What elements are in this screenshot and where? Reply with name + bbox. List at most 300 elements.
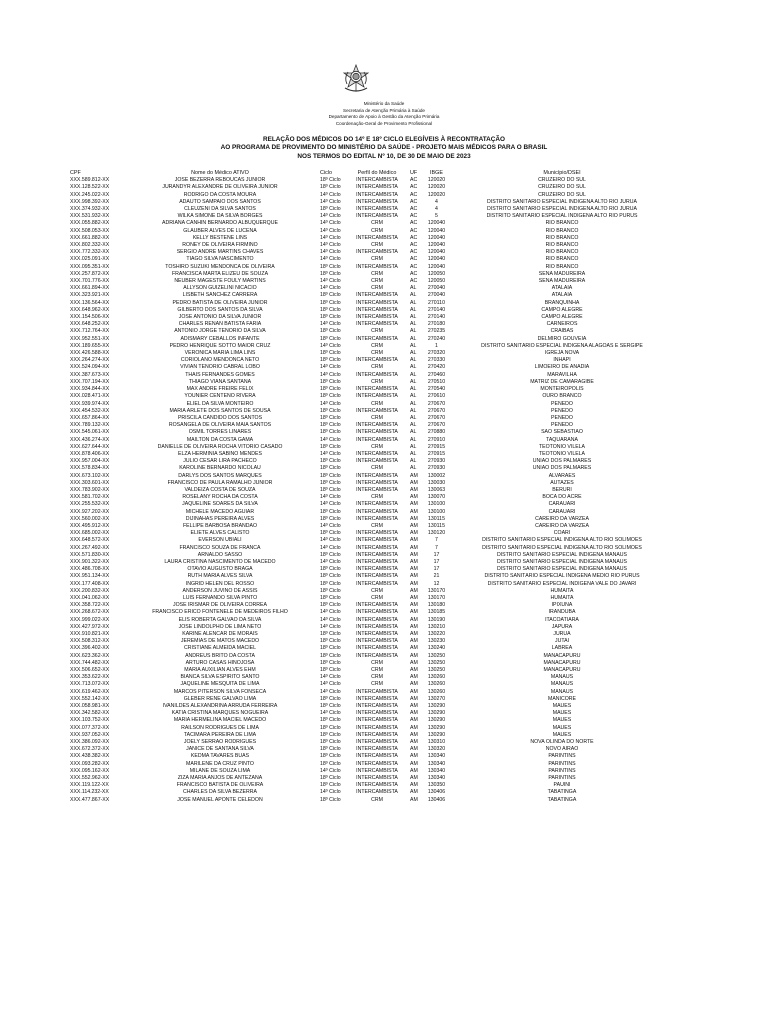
cell-municipality: PENEDO xyxy=(551,414,573,421)
cell-ibge: 130100 xyxy=(427,501,446,508)
cell-uf: AM xyxy=(410,508,418,515)
cell-ibge: 17 xyxy=(433,558,440,565)
cell-ibge: 120040 xyxy=(427,220,446,227)
cell-profile: INTERCAMBISTA xyxy=(356,775,398,782)
cell-municipality: RIO BRANCO xyxy=(545,256,579,263)
table-row xyxy=(0,336,768,343)
cell-cpf: XXX.114.232-XX xyxy=(70,789,109,796)
table-row xyxy=(0,509,768,516)
cell-name: FELLIPE BARBOSA BRANDAO xyxy=(182,522,258,529)
cell-name: EVERSON UBIALI xyxy=(198,537,242,544)
cell-uf: AM xyxy=(410,645,418,652)
cell-profile: INTERCAMBISTA xyxy=(356,508,398,515)
cell-name: VIVIAN TENORIO CABRAL LOBO xyxy=(180,364,260,371)
cell-ibge: 130220 xyxy=(427,631,446,637)
cell-ibge: 130270 xyxy=(427,695,446,702)
cell-municipality: AUTAZES xyxy=(550,479,574,486)
cell-municipality: DISTRITO SANITÁRIO ESPECIAL INDÍGENA ALTO RIO SOLIMOES xyxy=(482,537,642,544)
table-row xyxy=(0,480,768,487)
title-line-3: NOS TERMOS DO EDITAL Nº 10, DE 30 DE MAIO DE 2023 xyxy=(297,152,471,160)
cell-municipality: JURUA xyxy=(553,631,571,637)
cell-cycle: 18º Ciclo xyxy=(320,631,341,637)
cell-municipality: PARINTINS xyxy=(548,767,576,774)
table-row xyxy=(0,177,768,184)
table-row xyxy=(0,487,768,494)
cell-municipality: CAMPO ALEGRE xyxy=(541,314,583,321)
cell-cpf: XXX.783.902-XX xyxy=(70,486,110,493)
cell-name: VALDEIZA COSTA DE SOUZA xyxy=(184,486,256,493)
cell-name: ELIS ROBERTA GALVAO DA SILVA xyxy=(178,616,262,623)
cell-cycle: 18º Ciclo xyxy=(320,486,341,493)
cell-ibge: 5 xyxy=(435,213,438,220)
column-header-uf: UF xyxy=(410,170,418,176)
cell-municipality: HUMAITA xyxy=(550,594,574,601)
cell-cycle: 18º Ciclo xyxy=(320,667,341,674)
cell-cycle: 14º Ciclo xyxy=(320,674,341,681)
table-row xyxy=(0,408,768,415)
cell-municipality: RIO BRANCO xyxy=(545,249,579,256)
table-row xyxy=(0,278,768,285)
cell-cycle: 18º Ciclo xyxy=(320,479,341,486)
cell-cpf: XXX.093.282-XX xyxy=(70,760,110,767)
cell-municipality: MONTEIROPOLIS xyxy=(540,386,584,393)
table-row xyxy=(0,271,768,278)
header-ministry: Ministério da Saúde xyxy=(363,101,405,106)
cell-cpf: XXX.673.102-XX xyxy=(70,472,110,479)
column-header-name: Nome do Médico ATIVO xyxy=(191,170,249,176)
cell-municipality: DISTRITO SANITÁRIO ESPECIAL INDÍGENA ALTO RIO JURUA xyxy=(487,198,637,205)
cell-cpf: XXX.128.522-XX xyxy=(70,184,110,191)
table-row xyxy=(0,501,768,508)
cell-cycle: 14º Ciclo xyxy=(320,371,341,378)
cell-cycle: 18º Ciclo xyxy=(320,652,341,659)
cell-uf: AM xyxy=(410,602,418,609)
cell-name: RONEY DE OLIVEIRA FIRMINO xyxy=(182,242,258,249)
cell-name: OSMIL TORRES LINARES xyxy=(188,429,252,436)
cell-name: ELIETE ALVES CALISTO xyxy=(190,530,250,537)
cell-name: ARTURO CASAS HINOJOSA xyxy=(185,659,255,666)
cell-cycle: 14º Ciclo xyxy=(320,400,341,407)
cell-cycle: 18º Ciclo xyxy=(320,580,341,587)
cell-profile: INTERCAMBISTA xyxy=(356,724,398,731)
cell-cpf: XXX.454.532-XX xyxy=(70,407,110,414)
cell-municipality: IRANDUBA xyxy=(548,609,576,616)
cell-profile: INTERCAMBISTA xyxy=(356,292,398,299)
table-row xyxy=(0,350,768,357)
table-row xyxy=(0,703,768,710)
column-header-ibge: IBGE xyxy=(430,170,443,176)
cell-cycle: 14º Ciclo xyxy=(320,450,341,457)
cell-uf: AC xyxy=(410,242,418,249)
cell-cycle: 14º Ciclo xyxy=(320,256,341,263)
cell-municipality: COARI xyxy=(553,530,571,537)
cell-cpf: XXX.951.134-XX xyxy=(70,573,110,580)
cell-uf: AM xyxy=(410,631,418,637)
cell-cpf: XXX.303.601-XX xyxy=(70,479,110,486)
cell-uf: AM xyxy=(410,753,418,760)
cell-municipality: ITACOATIARA xyxy=(545,616,579,623)
cell-municipality: UNIAO DOS PALMARES xyxy=(532,458,592,465)
cell-cycle: 18º Ciclo xyxy=(320,270,341,277)
cell-cycle: 18º Ciclo xyxy=(320,314,341,321)
cell-uf: AM xyxy=(410,494,418,501)
cell-cpf: XXX.255.532-XX xyxy=(70,501,110,508)
table-row xyxy=(0,300,768,307)
cell-municipality: LIMOEIRO DE ANADIA xyxy=(534,364,590,371)
cell-cycle: 18º Ciclo xyxy=(320,753,341,760)
cell-municipality: IGREJA NOVA xyxy=(544,350,580,357)
cell-profile: CRM xyxy=(371,796,383,803)
cell-name: ROSELANY ROCHA DA COSTA xyxy=(182,494,258,501)
cell-municipality: TABATINGA xyxy=(547,796,577,803)
cell-cycle: 18º Ciclo xyxy=(320,551,341,558)
cell-municipality: SENA MADUREIRA xyxy=(538,278,586,285)
cell-cpf: XXX.552.142-XX xyxy=(70,695,110,702)
cell-name: JAQUELINE SOARES DA SILVA xyxy=(182,501,258,508)
cell-cycle: 18º Ciclo xyxy=(320,515,341,522)
cell-cycle: 18º Ciclo xyxy=(320,357,341,364)
cell-cycle: 14º Ciclo xyxy=(320,278,341,285)
cell-cpf: XXX.495.912-XX xyxy=(70,522,110,529)
cell-cpf: XXX.189.655-XX xyxy=(70,342,110,349)
table-row xyxy=(0,494,768,501)
cell-cpf: XXX.998.392-XX xyxy=(70,198,110,205)
cell-profile: INTERCAMBISTA xyxy=(356,515,398,522)
cell-municipality: PAUINI xyxy=(553,782,571,789)
cell-ibge: 130340 xyxy=(427,753,446,760)
cell-municipality: CAREIRO DA VARZEA xyxy=(535,515,589,522)
cell-cycle: 18º Ciclo xyxy=(320,587,341,594)
cell-municipality: ATALAIA xyxy=(551,285,573,292)
cell-cycle: 14º Ciclo xyxy=(320,537,341,544)
cell-ibge: 270240 xyxy=(427,335,446,342)
cell-cpf: XXX.055.882-XX xyxy=(70,220,110,227)
cell-cpf: XXX.077.372-XX xyxy=(70,724,110,731)
cell-cpf: XXX.358.722-XX xyxy=(70,602,110,609)
cell-ibge: 130002 xyxy=(427,472,446,479)
cell-name: CRISTIANE ALMEIDA MACIEL xyxy=(183,645,257,652)
cell-cycle: 14º Ciclo xyxy=(320,609,341,616)
cell-cycle: 18º Ciclo xyxy=(320,306,341,313)
cell-uf: AM xyxy=(410,710,418,717)
cell-name: JURANDYR ALEXANDRE DE OLIVEIRA JUNIOR xyxy=(162,184,278,191)
cell-uf: AM xyxy=(410,551,418,558)
cell-municipality: SENA MADUREIRA xyxy=(538,270,586,277)
table-row xyxy=(0,537,768,544)
cell-ibge: 130170 xyxy=(427,594,446,601)
table-row xyxy=(0,437,768,444)
cell-ibge: 130340 xyxy=(427,775,446,782)
cell-profile: CRM xyxy=(371,328,383,335)
cell-cycle: 18º Ciclo xyxy=(320,573,341,580)
cell-uf: AM xyxy=(410,486,418,493)
cell-cycle: 18º Ciclo xyxy=(320,407,341,414)
table-row xyxy=(0,660,768,667)
cell-profile: INTERCAMBISTA xyxy=(356,782,398,789)
cell-profile: INTERCAMBISTA xyxy=(356,191,398,198)
cell-cpf: XXX.571.830-XX xyxy=(70,551,110,558)
cell-name: THIAGO VIANA SANTANA xyxy=(188,378,252,385)
cell-ibge: 130290 xyxy=(427,703,446,710)
table-row xyxy=(0,602,768,609)
table-row xyxy=(0,328,768,335)
cell-profile: INTERCAMBISTA xyxy=(356,184,398,191)
cell-municipality: CARAUARI xyxy=(548,501,576,508)
cell-municipality: PENEDO xyxy=(551,422,573,429)
cell-uf: AM xyxy=(410,724,418,731)
table-row xyxy=(0,653,768,660)
cell-profile: INTERCAMBISTA xyxy=(356,717,398,724)
cell-municipality: CAREIRO DA VARZEA xyxy=(535,522,589,529)
title-line-2: AO PROGRAMA DE PROVIMENTO DO MINISTÉRIO DA SAÚDE - PROJETO MAIS MÉDICOS PARA O BRASIL xyxy=(220,144,548,152)
cell-uf: AC xyxy=(410,227,418,234)
cell-uf: AL xyxy=(410,306,417,313)
cell-name: ROSANGELA DE OLIVEIRA MAIA SANTOS xyxy=(168,422,272,429)
cell-name: ARNALDO SASSO xyxy=(197,551,243,558)
cell-profile: INTERCAMBISTA xyxy=(356,739,398,746)
cell-ibge: 270880 xyxy=(427,429,446,436)
cell-uf: AM xyxy=(410,746,418,753)
cell-cpf: XXX.545.061-XX xyxy=(70,429,110,436)
cell-name: FRANCISCO ERICO FONTENELE DE MEDEIROS FILHO xyxy=(152,609,288,616)
cell-uf: AC xyxy=(410,198,418,205)
table-row xyxy=(0,516,768,523)
cell-cpf: XXX.901.322-XX xyxy=(70,558,110,565)
cell-cycle: 18º Ciclo xyxy=(320,263,341,270)
cell-profile: CRM xyxy=(371,443,383,450)
cell-name: JOSE ANTONIO DA SILVA JUNIOR xyxy=(178,314,262,321)
cell-profile: CRM xyxy=(371,342,383,349)
cell-ibge: 270235 xyxy=(427,328,446,335)
cell-name: CLEUZENI DA SILVA SANTOS xyxy=(184,206,256,213)
cell-ibge: 270510 xyxy=(427,378,446,385)
table-row xyxy=(0,638,768,645)
cell-ibge: 130190 xyxy=(427,616,446,623)
cell-profile: CRM xyxy=(371,667,383,674)
cell-cpf: XXX.648.572-XX xyxy=(70,537,110,544)
cell-ibge: 130210 xyxy=(427,623,446,630)
table-row xyxy=(0,343,768,350)
cell-municipality: PARINTINS xyxy=(548,753,576,760)
cell-name: JEREMIAS DE MATOS MACEDO xyxy=(180,638,260,645)
table-row xyxy=(0,393,768,400)
cell-municipality: CARAUARI xyxy=(548,508,576,515)
cell-cycle: 14º Ciclo xyxy=(320,234,341,241)
cell-profile: INTERCAMBISTA xyxy=(356,335,398,342)
cell-profile: INTERCAMBISTA xyxy=(356,638,398,645)
cell-municipality: ATALAIA xyxy=(551,292,573,299)
cell-uf: AL xyxy=(410,371,417,378)
cell-ibge: 130250 xyxy=(427,652,446,659)
cell-uf: AL xyxy=(410,285,417,292)
cell-profile: CRM xyxy=(371,400,383,407)
cell-cpf: XXX.772.332-XX xyxy=(70,249,110,256)
cell-cycle: 18º Ciclo xyxy=(320,724,341,731)
cell-profile: INTERCAMBISTA xyxy=(356,623,398,630)
cell-profile: INTERCAMBISTA xyxy=(356,631,398,637)
cell-ibge: 120040 xyxy=(427,263,446,270)
cell-municipality: MAUES xyxy=(552,717,572,724)
cell-uf: AM xyxy=(410,515,418,522)
cell-municipality: DISTRITO SANITÁRIO ESPECIAL INDÍGENA MANAUS xyxy=(496,551,627,558)
cell-name: ADRIANA CANHIN BERNARDO ALBUQUERQUE xyxy=(162,220,278,227)
cell-profile: INTERCAMBISTA xyxy=(356,767,398,774)
cell-cycle: 18º Ciclo xyxy=(320,796,341,803)
cell-cpf: XXX.661.882-XX xyxy=(70,234,110,241)
cell-municipality: IPIXUNA xyxy=(551,602,573,609)
cell-municipality: ALVARAES xyxy=(548,472,576,479)
cell-profile: INTERCAMBISTA xyxy=(356,760,398,767)
cell-ibge: 270140 xyxy=(427,314,446,321)
cell-ibge: 130230 xyxy=(427,638,446,645)
cell-uf: AC xyxy=(410,184,418,191)
cell-name: MARIA HERMELINA MACIEL MACEDO xyxy=(173,717,267,724)
cell-municipality: MANACAPURU xyxy=(543,667,581,674)
cell-cycle: 18º Ciclo xyxy=(320,422,341,429)
cell-cpf: XXX.103.752-XX xyxy=(70,717,110,724)
table-row xyxy=(0,768,768,775)
table-row xyxy=(0,451,768,458)
cell-name: ADAUTO SAMPAIO DOS SANTOS xyxy=(179,198,261,205)
cell-municipality: MARAVILHA xyxy=(547,371,577,378)
cell-name: VERONICA MARIA LIMA LINS xyxy=(184,350,256,357)
cell-municipality: MANACAPURU xyxy=(543,652,581,659)
cell-cycle: 18º Ciclo xyxy=(320,703,341,710)
cell-profile: INTERCAMBISTA xyxy=(356,695,398,702)
cell-profile: INTERCAMBISTA xyxy=(356,407,398,414)
cell-profile: INTERCAMBISTA xyxy=(356,501,398,508)
cell-ibge: 270540 xyxy=(427,386,446,393)
table-row xyxy=(0,357,768,364)
cell-name: INGRID HELEN DEL ROSSO xyxy=(185,580,255,587)
cell-uf: AC xyxy=(410,234,418,241)
cell-ibge: 270915 xyxy=(427,443,446,450)
cell-ibge: 7 xyxy=(435,537,438,544)
cell-profile: INTERCAMBISTA xyxy=(356,299,398,306)
table-row xyxy=(0,213,768,220)
cell-name: MICHELE MACEDO AGUIAR xyxy=(185,508,255,515)
cell-cpf: XXX.685.002-XX xyxy=(70,530,110,537)
cell-name: BIANCA SILVA ESPIRITO SANTO xyxy=(180,674,260,681)
column-header-profile: Perfil do Médico xyxy=(357,170,397,176)
cell-uf: AM xyxy=(410,767,418,774)
cell-name: JOSE IRISMAR DE OLIVEIRA CORREA xyxy=(173,602,267,609)
cell-profile: INTERCAMBISTA xyxy=(356,393,398,400)
cell-ibge: 130310 xyxy=(427,739,446,746)
cell-cycle: 14º Ciclo xyxy=(320,501,341,508)
cell-profile: CRM xyxy=(371,414,383,421)
cell-ibge: 21 xyxy=(433,573,440,580)
cell-uf: AL xyxy=(410,342,417,349)
cell-cycle: 18º Ciclo xyxy=(320,638,341,645)
cell-name: LUIS FERNANDO SILVA PINTO xyxy=(182,594,258,601)
table-row xyxy=(0,372,768,379)
cell-uf: AL xyxy=(410,314,417,321)
cell-cpf: XXX.427.972-XX xyxy=(70,623,110,630)
cell-name: MARIA ARLETE DOS SANTOS DE SOUSA xyxy=(169,407,271,414)
cell-ibge: 120040 xyxy=(427,256,446,263)
cell-uf: AM xyxy=(410,472,418,479)
cell-ibge: 1 xyxy=(435,342,438,349)
cell-name: ALLYSON GUIZELINI NICACIO xyxy=(183,285,257,292)
column-header-municipality: Município/DSEI xyxy=(543,170,581,176)
table-row xyxy=(0,192,768,199)
cell-uf: AM xyxy=(410,594,418,601)
cell-cycle: 14º Ciclo xyxy=(320,623,341,630)
cell-cycle: 18º Ciclo xyxy=(320,782,341,789)
cell-name: DIJINAHAS PEREIRA ALVES xyxy=(185,515,255,522)
cell-municipality: DISTRITO SANITÁRIO ESPECIAL INDÍGENA MANAUS xyxy=(496,558,627,565)
cell-uf: AL xyxy=(410,465,417,472)
cell-uf: AM xyxy=(410,659,418,666)
cell-name: MARIA AUXILIAN ALVES EHM xyxy=(184,667,256,674)
cell-ibge: 130290 xyxy=(427,717,446,724)
cell-ibge: 270670 xyxy=(427,414,446,421)
cell-ibge: 130185 xyxy=(427,609,446,616)
cell-profile: INTERCAMBISTA xyxy=(356,306,398,313)
cell-name: ANTONIO JORGE TENORIO DA SILVA xyxy=(174,328,266,335)
cell-profile: INTERCAMBISTA xyxy=(356,530,398,537)
cell-municipality: PARINTINS xyxy=(548,760,576,767)
table-row xyxy=(0,609,768,616)
cell-ibge: 12 xyxy=(433,580,440,587)
table-row xyxy=(0,444,768,451)
cell-profile: INTERCAMBISTA xyxy=(356,249,398,256)
cell-ibge: 270420 xyxy=(427,364,446,371)
table-row xyxy=(0,545,768,552)
cell-cycle: 18º Ciclo xyxy=(320,472,341,479)
cell-cycle: 14º Ciclo xyxy=(320,436,341,443)
cell-uf: AM xyxy=(410,674,418,681)
cell-cpf: XXX.095.351-XX xyxy=(70,263,110,270)
cell-uf: AM xyxy=(410,731,418,738)
cell-name: YOUNIER CENTENO RIVERA xyxy=(184,393,256,400)
table-row xyxy=(0,667,768,674)
cell-municipality: HUMAITA xyxy=(550,587,574,594)
cell-name: LISBETH SANCHEZ CARRERA xyxy=(182,292,258,299)
cell-cycle: 18º Ciclo xyxy=(320,292,341,299)
cell-ibge: 130063 xyxy=(427,486,446,493)
cell-profile: INTERCAMBISTA xyxy=(356,746,398,753)
cell-municipality: PARINTINS xyxy=(548,775,576,782)
cell-uf: AM xyxy=(410,739,418,746)
cell-profile: INTERCAMBISTA xyxy=(356,616,398,623)
cell-name: JULIO CESAR LIRA PACHECO xyxy=(183,458,257,465)
cell-ibge: 120050 xyxy=(427,270,446,277)
cell-municipality: NOVA OLINDA DO NORTE xyxy=(530,739,594,746)
cell-cpf: XXX.508.312-XX xyxy=(70,638,110,645)
cell-profile: INTERCAMBISTA xyxy=(356,688,398,695)
table-row xyxy=(0,386,768,393)
cell-cpf: XXX.323.921-XX xyxy=(70,292,110,299)
cell-profile: INTERCAMBISTA xyxy=(356,429,398,436)
cell-profile: CRM xyxy=(371,278,383,285)
cell-cpf: XXX.028.471-XX xyxy=(70,393,110,400)
cell-profile: INTERCAMBISTA xyxy=(356,537,398,544)
cell-cpf: XXX.999.022-XX xyxy=(70,616,110,623)
cell-cycle: 14º Ciclo xyxy=(320,191,341,198)
cell-cpf: XXX.342.582-XX xyxy=(70,710,110,717)
cell-cycle: 14º Ciclo xyxy=(320,681,341,688)
cell-cycle: 18º Ciclo xyxy=(320,328,341,335)
cell-cycle: 14º Ciclo xyxy=(320,710,341,717)
cell-ibge: 270910 xyxy=(427,436,446,443)
cell-name: KAROLINE BERNARDO NICOLAU xyxy=(179,465,261,472)
cell-uf: AM xyxy=(410,652,418,659)
cell-cpf: XXX.257.872-XX xyxy=(70,270,110,277)
cell-name: SERGIO ANDRE MARTINS CHAVES xyxy=(176,249,264,256)
cell-uf: AL xyxy=(410,429,417,436)
